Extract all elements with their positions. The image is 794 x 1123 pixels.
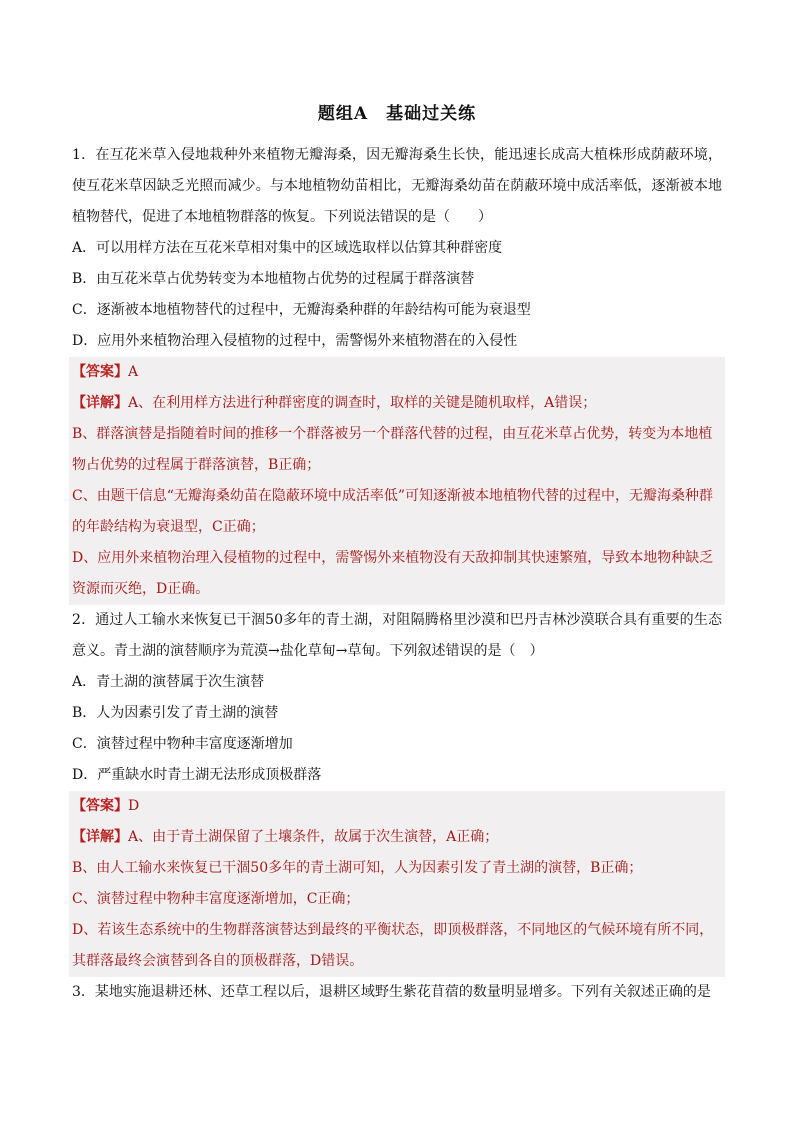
question-2-answer: D	[128, 798, 140, 814]
question-2-option-a: A．青土湖的演替属于次生演替	[72, 674, 265, 690]
detail-tag: 【详解】	[72, 829, 128, 845]
answer-tag: 【答案】	[72, 364, 128, 380]
question-2-answer-block	[69, 791, 725, 977]
question-2-option-d: D．严重缺水时青土湖无法形成顶极群落	[72, 767, 322, 783]
detail-tag: 【详解】	[72, 395, 128, 411]
question-2-answer-line	[72, 791, 722, 822]
question-2-stem: 2．通过人工输水来恢复已干涸50多年的青土湖，对阻隔腾格里沙漠和巴丹吉林沙漠联合具有重要的生态意义。青土湖的演替顺序为荒漠→盐化草甸→草甸。下列叙述错误的是（ ）	[72, 612, 722, 659]
section-title: 题组A 基础过关练	[317, 104, 477, 124]
question-1-answer-line	[72, 357, 722, 388]
answer-tag: 【答案】	[72, 798, 128, 814]
question-2-detail-a: 【详解】A、由于青土湖保留了土壤条件，故属于次生演替，A正确；	[72, 829, 499, 845]
question-1-stem: 1．在互花米草入侵地栽种外来植物无瓣海桑，因无瓣海桑生长快，能迅速长成高大植株形成荫蔽环境，使互花米草因缺乏光照而减少。与本地植物幼苗相比，无瓣海桑幼苗在荫蔽环境中成活率低，逐渐被本地植物替代，促进了本地植物群落的恢复。下列说法错误的是（ ）	[72, 147, 722, 225]
question-2-option-c: C．演替过程中物种丰富度逐渐增加	[72, 736, 293, 752]
question-1-option-d: D．应用外来植物治理入侵植物的过程中，需警惕外来植物潜在的入侵性	[72, 333, 518, 349]
question-2-option-b: B．人为因素引发了青土湖的演替	[72, 705, 279, 721]
question-1-detail-a: 【详解】A、在利用样方法进行种群密度的调查时，取样的关键是随机取样，A错误；	[72, 395, 597, 411]
question-2-detail-c: C、演替过程中物种丰富度逐渐增加，C正确；	[72, 891, 360, 907]
question-2-detail-b: B、由人工输水来恢复已干涸50多年的青土湖可知，人为因素引发了青土湖的演替，B正确；	[72, 860, 643, 876]
question-1-option-c: C．逐渐被本地植物替代的过程中，无瓣海桑种群的年龄结构可能为衰退型	[72, 302, 531, 318]
question-1-detail-c: C、由题干信息“无瓣海桑幼苗在隐蔽环境中成活率低”可知逐渐被本地植物代替的过程中，无瓣海桑种群的年龄结构为衰退型，C正确；	[72, 488, 714, 535]
question-1-answer: A	[128, 364, 139, 380]
question-1-detail-d: D、应用外来植物治理入侵植物的过程中，需警惕外来植物没有天敌抑制其快速繁殖，导致本地物种缺乏资源而灭绝，D正确。	[72, 550, 714, 597]
question-2-detail-d: D、若该生态系统中的生物群落演替达到最终的平衡状态，即顶极群落，不同地区的气候环境有所不同，其群落最终会演替到各自的顶极群落，D错误。	[72, 922, 714, 969]
question-1-detail-b: B、群落演替是指随着时间的推移一个群落被另一个群落代替的过程，由互花米草占优势，转变为本地植物占优势的过程属于群落演替，B正确；	[72, 426, 713, 473]
question-1-option-a: A．可以用样方法在互花米草相对集中的区域选取样以估算其种群密度	[72, 240, 503, 256]
question-3-stem: 3．某地实施退耕还林、还草工程以后，退耕区域野生紫花苜蓿的数量明显增多。下列有关叙述正确的是	[72, 984, 711, 1000]
question-1-option-b: B．由互花米草占优势转变为本地植物占优势的过程属于群落演替	[72, 271, 475, 287]
question-1-answer-block	[69, 357, 725, 605]
